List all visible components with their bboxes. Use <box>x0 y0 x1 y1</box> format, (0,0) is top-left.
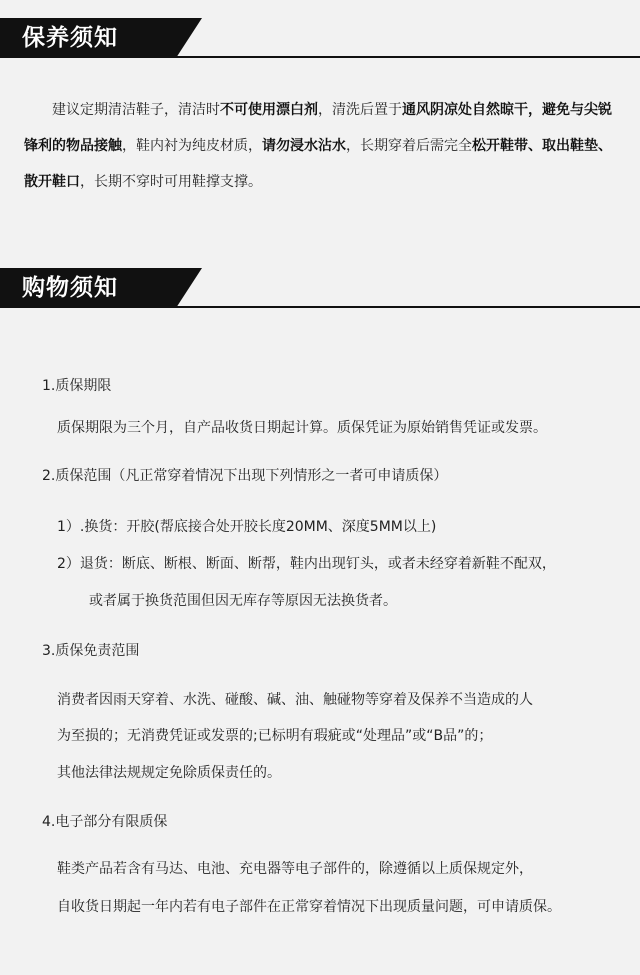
warranty-exemption-line: 消费者因雨天穿着、水洗、碰酸、碱、油、触碰物等穿着及保养不当造成的人 <box>57 692 533 708</box>
warranty-scope-exchange: 1）.换货：开胶(帮底接合处开胶长度20MM、深度5MM以上) <box>57 519 437 535</box>
warranty-exemption-line: 为至损的；无消费凭证或发票的;已标明有瑕疵或“处理品”或“B品”的； <box>57 728 493 744</box>
care-header-rule <box>0 56 640 58</box>
care-section-header <box>0 18 640 58</box>
care-emphasis-text: 通风阴凉处自然晾干，避免与尖锐锋利的物品接触 <box>24 102 612 154</box>
shopping-section-header <box>0 268 640 308</box>
care-title: 保养须知 <box>22 25 118 51</box>
warranty-exemption-heading: 3.质保免责范围 <box>42 643 140 659</box>
care-text-segment: ，鞋内衬为纯皮材质， <box>122 138 262 154</box>
care-emphasis-text: 请勿浸水沾水 <box>262 138 346 154</box>
care-emphasis-text: 松开鞋带、取出鞋垫、散开鞋口 <box>24 138 612 190</box>
care-text-segment: ，长期不穿时可用鞋撑支撑。 <box>80 174 262 190</box>
warranty-scope-return-continued: 或者属于换货范围但因无库存等原因无法换货者。 <box>89 593 397 609</box>
warranty-period-text: 质保期限为三个月，自产品收货日期起计算。质保凭证为原始销售凭证或发票。 <box>57 420 547 436</box>
care-emphasis-text: 不可使用漂白剂 <box>220 102 318 118</box>
care-text-segment: 建议定期清洁鞋子，清洁时 <box>52 102 220 118</box>
warranty-exemption-line: 其他法律法规规定免除质保责任的。 <box>57 765 281 781</box>
care-instructions-text <box>24 92 624 200</box>
electronics-warranty-line: 鞋类产品若含有马达、电池、充电器等电子部件的，除遵循以上质保规定外， <box>57 861 533 877</box>
warranty-scope-heading: 2.质保范围（凡正常穿着情况下出现下列情形之一者可申请质保） <box>42 468 448 484</box>
care-text-segment: ，清洗后置于 <box>318 102 402 118</box>
warranty-period-heading: 1.质保期限 <box>42 378 112 394</box>
warranty-scope-return: 2）退货：断底、断根、断面、断帮，鞋内出现钉头，或者未经穿着新鞋不配双， <box>57 556 556 572</box>
shopping-header-rule <box>0 306 640 308</box>
care-text-segment: ，长期穿着后需完全 <box>346 138 472 154</box>
electronics-warranty-heading: 4.电子部分有限质保 <box>42 814 168 830</box>
electronics-warranty-line: 自收货日期起一年内若有电子部件在正常穿着情况下出现质量问题，可申请质保。 <box>57 899 561 915</box>
shopping-title: 购物须知 <box>22 275 118 301</box>
